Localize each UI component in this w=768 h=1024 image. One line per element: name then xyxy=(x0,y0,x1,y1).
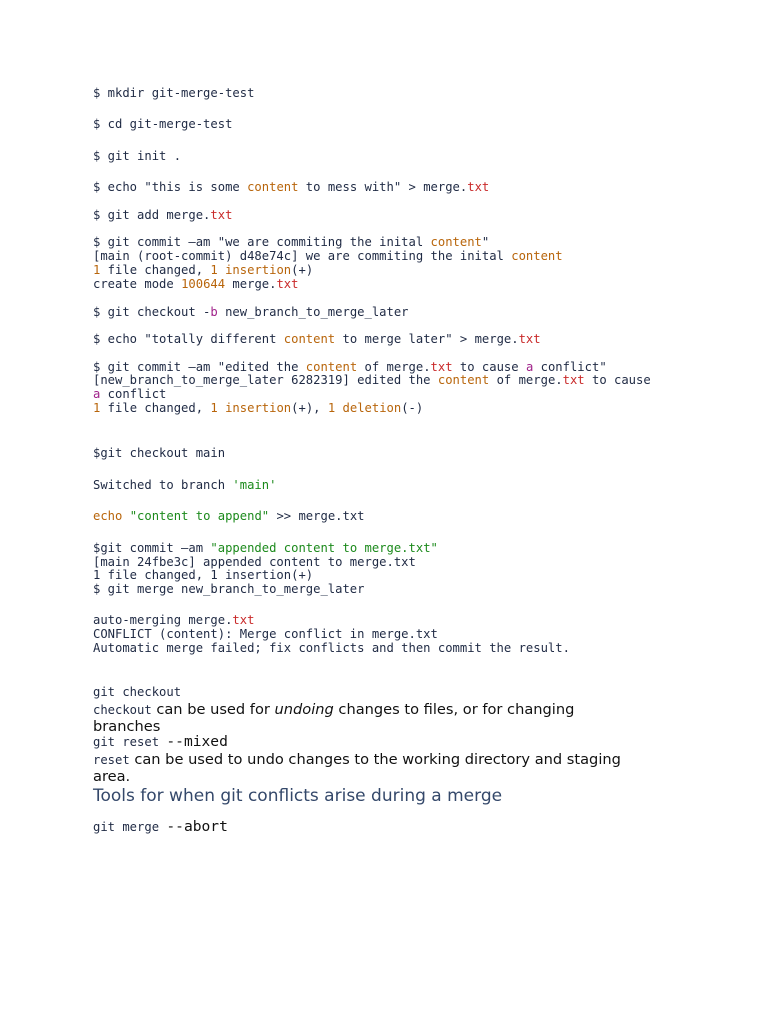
cmd-echo-different: $ echo "totally different content to merge later" > merge.txt xyxy=(93,332,541,346)
checkout-description: checkout can be used for undoing changes to files, or for changing xyxy=(93,701,575,718)
checkout-description-cont: branches xyxy=(93,718,161,735)
output-root-commit: [main (root-commit) d48e74c] we are commiting the inital content xyxy=(93,249,563,263)
reset-description: reset can be used to undo changes to the working directory and staging xyxy=(93,751,621,768)
cmd-commit-append: $git commit –am "appended content to merge.txt" xyxy=(93,541,438,555)
output-files-changed: 1 file changed, 1 insertion(+) xyxy=(93,263,314,277)
cmd-merge: $ git merge new_branch_to_merge_later xyxy=(93,582,365,596)
output-switched: Switched to branch 'main' xyxy=(93,478,277,492)
git-reset-heading: git reset --mixed xyxy=(93,733,228,750)
output-auto-merging: auto-merging merge.txt xyxy=(93,613,255,627)
git-merge-abort: git merge --abort xyxy=(93,818,228,835)
git-checkout-heading: git checkout xyxy=(93,685,182,699)
output-files-changed-3: 1 file changed, 1 insertion(+) xyxy=(93,568,314,582)
output-main-commit: [main 24fbe3c] appended content to merge.txt xyxy=(93,555,416,569)
cmd-git-init: $ git init . xyxy=(93,149,182,163)
cmd-checkout-main: $git checkout main xyxy=(93,446,226,460)
cmd-cd: $ cd git-merge-test xyxy=(93,117,233,131)
cmd-echo-initial: $ echo "this is some content to mess with" > merge.txt xyxy=(93,180,490,194)
output-branch-commit: [new_branch_to_merge_later 6282319] edited the content of merge.txt to cause xyxy=(93,373,651,387)
reset-description-cont: area. xyxy=(93,768,131,785)
output-create-mode: create mode 100644 merge.txt xyxy=(93,277,299,291)
cmd-checkout-branch: $ git checkout -b new_branch_to_merge_later xyxy=(93,305,409,319)
cmd-git-add: $ git add merge.txt xyxy=(93,208,233,222)
output-files-changed-2: 1 file changed, 1 insertion(+), 1 deletion(-) xyxy=(93,401,424,415)
cmd-mkdir: $ mkdir git-merge-test xyxy=(93,86,255,100)
output-branch-commit-cont: a conflict xyxy=(93,387,167,401)
cmd-echo-append: echo "content to append" >> merge.txt xyxy=(93,509,365,523)
output-conflict: CONFLICT (content): Merge conflict in merge.txt xyxy=(93,627,438,641)
cmd-commit-edited: $ git commit –am "edited the content of merge.txt to cause a conflict" xyxy=(93,360,607,374)
section-heading: Tools for when git conflicts arise during a merge xyxy=(93,786,503,806)
output-merge-failed: Automatic merge failed; fix conflicts and then commit the result. xyxy=(93,641,570,655)
cmd-commit-initial: $ git commit –am "we are commiting the inital content" xyxy=(93,235,490,249)
